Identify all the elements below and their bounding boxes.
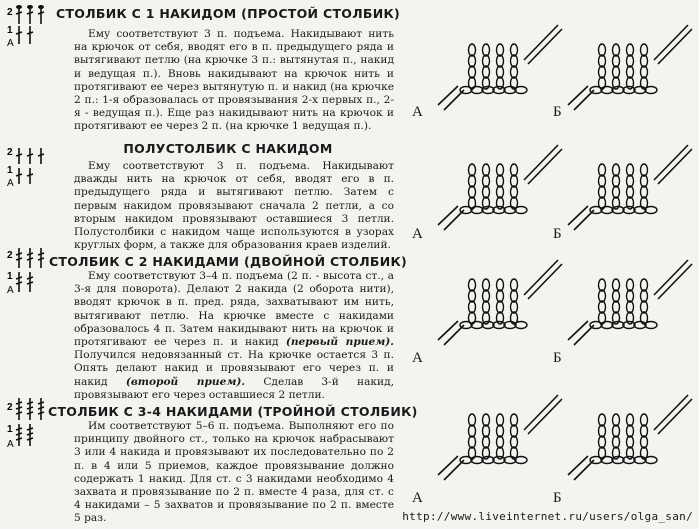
figure-label-a: А xyxy=(412,350,423,366)
svg-text:2: 2 xyxy=(7,402,13,413)
illustrations-panel xyxy=(410,0,699,525)
figure-label-b: Б xyxy=(553,104,562,120)
chart-symbol-icon xyxy=(6,144,46,188)
section-double-crochet xyxy=(0,246,410,401)
chart-symbol-icon xyxy=(6,396,46,450)
svg-text:А: А xyxy=(7,178,14,188)
section-title: СТОЛБИК С 3-4 НАКИДАМИ (ТРОЙНОЙ СТОЛБИК) xyxy=(48,404,418,419)
section-treble-crochet xyxy=(0,396,418,525)
svg-text:А: А xyxy=(7,285,14,296)
source-url: http://www.liveinternet.ru/users/olga_san/ xyxy=(402,510,693,523)
chart-symbol-icon xyxy=(6,246,46,296)
svg-text:А: А xyxy=(7,439,14,450)
figure-label-a: А xyxy=(412,104,423,120)
section-half-double-crochet xyxy=(0,138,410,252)
figure-label-b: Б xyxy=(553,490,562,506)
chart-symbol-icon xyxy=(6,4,46,48)
svg-text:2: 2 xyxy=(7,147,13,158)
section-single-crochet xyxy=(0,0,410,138)
svg-text:2: 2 xyxy=(7,7,13,18)
section-title: ПОЛУСТОЛБИК С НАКИДОМ xyxy=(123,141,333,156)
crochet-illustrations xyxy=(410,0,699,525)
figure-label-a: А xyxy=(412,490,423,506)
figure-label-b: Б xyxy=(553,350,562,366)
figure-label-a: А xyxy=(412,226,423,242)
section-text: Им соответствуют 5–6 п. подъема. Выполняют его по принципу двойного ст., только на крючок набрасывают 3 или 4 накида и провязывают их последовательно по 2 п. в 4 или 5 приемов, каждое провязывание должно содержать 1 накид. Для ст. с 3 накидами необходимо 4 захвата и провязывание по 2 п. вместе 4 раза, для ст. с 4 накидами – 5 захватов и провязывание по 2 п. вместе 5 раз. xyxy=(74,420,394,525)
section-text: Ему соответствуют 3–4 п. подъема (2 п. - высота ст., а 3-я для поворота). Делают 2 накида (2 оборота нити), вводят крючок в п. пред. ряда, захватывают им нить, вытягивают петлю. На крючке вместе с накидами образовалось 4 п. Затем накидывают нить на крючок и протягивают ее через п. и накид (первый прием). Получился недовязанный ст. На крючке остается 3 п. Опять делают накид и провязывают его через п. и накид (второй прием). Сделав 3-й накид, провязывают его через оставшиеся 2 петли. xyxy=(74,270,394,401)
svg-text:1: 1 xyxy=(7,271,13,282)
svg-text:1: 1 xyxy=(7,165,13,176)
section-text: Ему соответствуют 3 п. подъема. Накидывают дважды нить на крючок от себя, вводят его в п. предыдущего ряда и вытягивают петлю. Затем с первым накидом провязывают сначала 2 петли, а со вторым накидом провязывают оставшиеся 3 петли. Полустолбики с накидом чаще используются в узорах круглых форм, а также для образования краев изделий. xyxy=(74,160,394,252)
svg-text:2: 2 xyxy=(7,250,13,261)
section-title: СТОЛБИК С 2 НАКИДАМИ (ДВОЙНОЙ СТОЛБИК) xyxy=(48,254,408,269)
section-text: Ему соответствуют 3 п. подъема. Накидывают нить на крючок от себя, вводят его в п. предыдущего ряда и вытягивают петлю (на крючке 3 п.: вытянутая п., накид и ведущая п.). Вновь накидывают на крючок нить и протягивают ее через вытянутую п. и накид (на крючке 2 п.: 1-я образовалась от провязывания 2-х первых п., 2-я - ведущая п.). Еще раз накидывают нить на крючок и протягивают ее через 2 п. (на крючке 1 ведущая п.). xyxy=(74,28,394,133)
section-title: СТОЛБИК С 1 НАКИДОМ (ПРОСТОЙ СТОЛБИК) xyxy=(55,6,401,21)
svg-text:А: А xyxy=(7,38,14,48)
figure-label-b: Б xyxy=(553,226,562,242)
svg-text:1: 1 xyxy=(7,424,13,435)
svg-text:1: 1 xyxy=(7,25,13,36)
